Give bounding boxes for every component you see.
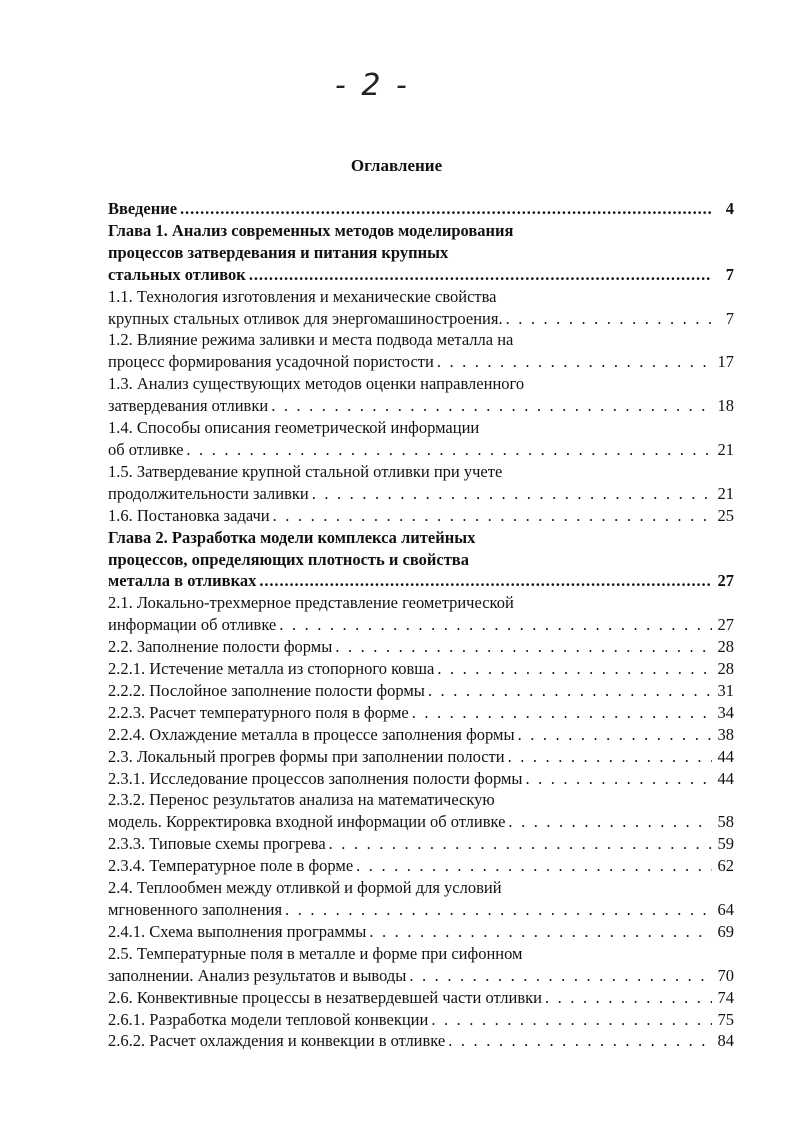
toc-entry-title: об отливке (108, 439, 184, 459)
table-of-contents (108, 198, 734, 1052)
toc-entry-line (108, 1030, 734, 1052)
toc-page-number: 34 (717, 702, 734, 722)
dot-leader (282, 899, 712, 921)
toc-page-number: 21 (717, 483, 734, 503)
toc-entry-title: Введение (108, 199, 178, 218)
toc-entry-line: 1.1. Технология изготовления и механические свойства (108, 286, 497, 306)
toc-chapter-entry[interactable] (108, 527, 734, 593)
toc-page-number: 69 (717, 921, 734, 941)
toc-section-entry[interactable] (108, 943, 734, 987)
dot-leader (542, 987, 712, 1009)
toc-entry-title: 2.2.4. Охлаждение металла в процессе заполнения формы (108, 724, 515, 744)
toc-page-number: 7 (725, 308, 734, 328)
toc-entry-title: стальных отливок (108, 264, 246, 284)
toc-section-entry[interactable] (108, 329, 734, 373)
dot-leader (332, 636, 712, 658)
toc-section-entry[interactable] (108, 286, 734, 330)
toc-entry-line (108, 921, 734, 943)
toc-page-number: 27 (717, 571, 734, 591)
toc-chapter-entry[interactable] (108, 198, 734, 220)
dot-leader (503, 308, 712, 330)
toc-entry-title: 2.2. Заполнение полости формы (108, 637, 333, 657)
toc-page-number: 17 (717, 352, 734, 372)
toc-entry-line: Глава 1. Анализ современных методов моделирования (108, 220, 514, 240)
toc-chapter-entry[interactable] (108, 220, 734, 286)
toc-entry-line (108, 395, 734, 417)
toc-section-entry[interactable] (108, 768, 734, 790)
toc-section-entry[interactable] (108, 877, 734, 921)
dot-leader (353, 855, 712, 877)
toc-entry-title: 2.2.3. Расчет температурного поля в форме (108, 702, 409, 722)
toc-entry-title: 2.3.1. Исследование процессов заполнения полости формы (108, 768, 523, 788)
toc-section-entry[interactable] (108, 658, 734, 680)
toc-entry-line (108, 965, 734, 987)
toc-page-number: 28 (717, 637, 734, 657)
toc-entry-title: 2.4.1. Схема выполнения программы (108, 921, 367, 941)
toc-page-number: 31 (717, 680, 734, 700)
toc-section-entry[interactable] (108, 417, 734, 461)
toc-section-entry[interactable] (108, 921, 734, 943)
toc-entry-line (108, 833, 734, 855)
toc-entry-line (108, 680, 734, 702)
dot-leader (428, 1009, 712, 1031)
toc-entry-title: 2.3. Локальный прогрев формы при заполнении полости (108, 746, 505, 766)
dot-leader (309, 483, 712, 505)
toc-entry-line (108, 855, 734, 877)
toc-section-entry[interactable] (108, 373, 734, 417)
toc-entry-line (108, 570, 734, 592)
toc-entry-title: затвердевания отливки (108, 396, 269, 416)
toc-page-number: 27 (717, 615, 734, 635)
dot-leader (183, 439, 712, 461)
toc-section-entry[interactable] (108, 833, 734, 855)
dot-leader (505, 811, 712, 833)
dot-leader (268, 395, 712, 417)
toc-page-number: 62 (717, 856, 734, 876)
page-number: - 2 - (335, 68, 410, 103)
toc-entry-line (108, 724, 734, 746)
dot-leader (406, 965, 712, 987)
toc-page-number: 70 (717, 965, 734, 985)
toc-entry-line (108, 483, 734, 505)
toc-entry-line: 2.1. Локально-трехмерное представление геометрической (108, 593, 514, 613)
toc-section-entry[interactable] (108, 987, 734, 1009)
dot-leader (366, 921, 712, 943)
toc-section-entry[interactable] (108, 461, 734, 505)
toc-page-number: 25 (717, 505, 734, 525)
toc-section-entry[interactable] (108, 746, 734, 768)
toc-page-number: 18 (717, 396, 734, 416)
toc-page-number: 58 (717, 812, 734, 832)
toc-page-number: 84 (717, 1031, 734, 1051)
toc-section-entry[interactable] (108, 592, 734, 636)
toc-entry-line: 1.3. Анализ существующих методов оценки направленного (108, 374, 525, 394)
toc-entry-title: процесс формирования усадочной пористости (108, 352, 434, 372)
toc-page-number: 75 (717, 1009, 734, 1029)
dot-leader (177, 198, 712, 220)
toc-entry-line: 2.3.2. Перенос результатов анализа на математическую (108, 790, 495, 810)
dot-leader (409, 702, 712, 724)
toc-entry-line (108, 1009, 734, 1031)
toc-section-entry[interactable] (108, 505, 734, 527)
toc-page-number: 21 (717, 439, 734, 459)
toc-section-entry[interactable] (108, 680, 734, 702)
toc-entry-line (108, 899, 734, 921)
toc-section-entry[interactable] (108, 636, 734, 658)
toc-entry-title: продолжительности заливки (108, 483, 309, 503)
dot-leader (505, 746, 712, 768)
toc-entry-line: 2.5. Температурные поля в металле и форме при сифонном (108, 943, 523, 963)
toc-entry-line: процессов, определяющих плотность и свойства (108, 549, 469, 569)
toc-entry-line (108, 746, 734, 768)
toc-entry-line: 2.4. Теплообмен между отливкой и формой для условий (108, 878, 502, 898)
toc-entry-title: 2.6.2. Расчет охлаждения и конвекции в отливке (108, 1031, 446, 1051)
toc-page-number: 59 (717, 834, 734, 854)
toc-entry-line (108, 439, 734, 461)
toc-entry-title: 2.2.1. Истечение металла из стопорного ковша (108, 659, 435, 679)
toc-entry-line (108, 768, 734, 790)
toc-entry-line (108, 702, 734, 724)
dot-leader (434, 658, 712, 680)
toc-entry-line (108, 505, 734, 527)
toc-entry-title: модель. Корректировка входной информации об отливке (108, 812, 506, 832)
toc-entry-title: 2.3.4. Температурное поле в форме (108, 856, 354, 876)
toc-entry-title: 2.3.3. Типовые схемы прогрева (108, 834, 326, 854)
toc-section-entry[interactable] (108, 1030, 734, 1052)
toc-entry-line: процессов затвердевания и питания крупных (108, 242, 449, 262)
toc-entry-line: 1.5. Затвердевание крупной стальной отливки при учете (108, 461, 503, 481)
toc-page-number: 7 (725, 264, 734, 284)
dot-leader (445, 1030, 712, 1052)
toc-page-number: 4 (725, 199, 734, 218)
dot-leader (434, 351, 712, 373)
toc-section-entry[interactable] (108, 855, 734, 877)
toc-section-entry[interactable] (108, 789, 734, 833)
toc-entry-title: 2.2.2. Послойное заполнение полости формы (108, 680, 425, 700)
dot-leader (425, 680, 712, 702)
toc-section-entry[interactable] (108, 702, 734, 724)
toc-entry-line: 1.2. Влияние режима заливки и места подвода металла на (108, 330, 514, 350)
toc-page-number: 74 (717, 987, 734, 1007)
toc-page-number: 44 (717, 746, 734, 766)
toc-entry-title: заполнении. Анализ результатов и выводы (108, 965, 407, 985)
toc-entry-line (108, 658, 734, 680)
toc-entry-line (108, 614, 734, 636)
toc-entry-title: мгновенного заполнения (108, 900, 283, 919)
toc-entry-title: 2.6. Конвективные процессы в незатвердевшей части отливки (108, 987, 542, 1007)
dot-leader (522, 768, 712, 790)
toc-entry-line (108, 198, 734, 220)
toc-page-number: 28 (717, 659, 734, 679)
dot-leader (326, 833, 712, 855)
toc-entry-title: информации об отливке (108, 615, 277, 635)
toc-entry-title: 2.6.1. Разработка модели тепловой конвекции (108, 1009, 429, 1029)
toc-entry-line (108, 987, 734, 1009)
toc-entry-title: металла в отливках (108, 571, 257, 591)
toc-entry-line (108, 308, 734, 330)
toc-entry-line (108, 636, 734, 658)
dot-leader (270, 505, 712, 527)
toc-entry-line: 1.4. Способы описания геометрической информации (108, 418, 480, 438)
dot-leader (256, 570, 712, 592)
toc-page-number: 38 (717, 724, 734, 744)
toc-entry-line (108, 811, 734, 833)
toc-entry-title: крупных стальных отливок для энергомашиностроения. (108, 308, 503, 328)
dot-leader (276, 614, 712, 636)
toc-entry-line: Глава 2. Разработка модели комплекса литейных (108, 527, 476, 547)
toc-page-number: 64 (717, 900, 734, 919)
toc-page-number: 44 (717, 768, 734, 788)
dot-leader (246, 264, 712, 286)
toc-section-entry[interactable] (108, 724, 734, 746)
toc-entry-line (108, 351, 734, 373)
toc-title: Оглавление (350, 156, 443, 175)
toc-section-entry[interactable] (108, 1009, 734, 1031)
toc-entry-title: 1.6. Постановка задачи (108, 505, 270, 525)
dot-leader (515, 724, 712, 746)
toc-entry-line (108, 264, 734, 286)
